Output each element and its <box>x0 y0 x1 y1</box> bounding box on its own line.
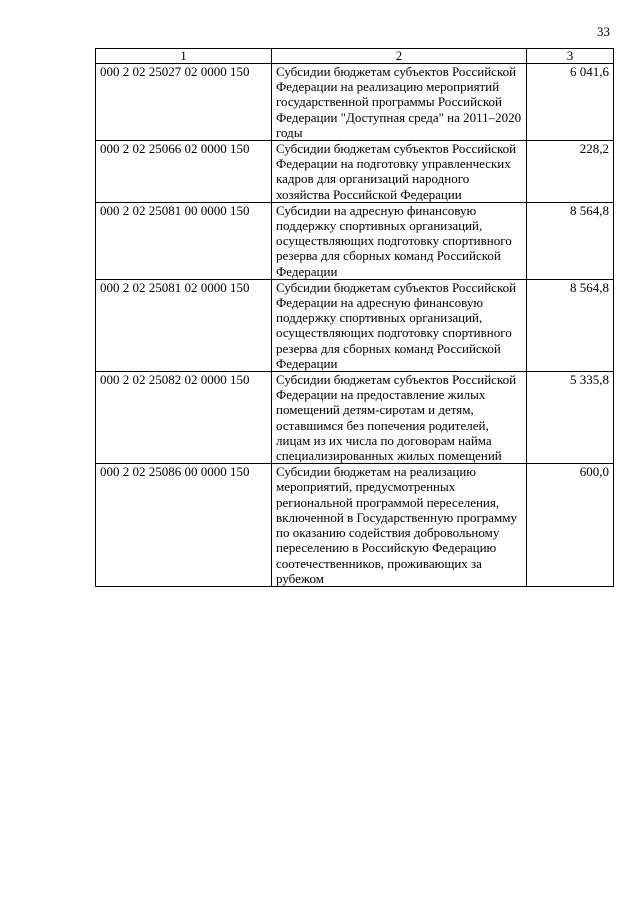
subsidy-name-cell: Субсидии бюджетам на реализацию мероприятий, предусмотренных региональной программой переселения, включенной в Государственную программу по оказанию содействия добровольному переселению в Российскую Федерацию соотечественников, проживающих за рубежом <box>272 464 527 587</box>
table-row <box>96 202 614 279</box>
amount-cell: 600,0 <box>527 464 614 587</box>
amount-cell: 5 335,8 <box>527 372 614 464</box>
amount-cell: 8 564,8 <box>527 202 614 279</box>
budget-code-cell: 000 2 02 25082 02 0000 150 <box>96 372 272 464</box>
header-col-2: 2 <box>272 49 527 64</box>
table-row <box>96 279 614 371</box>
header-col-3: 3 <box>527 49 614 64</box>
budget-table <box>95 48 614 587</box>
budget-code-cell: 000 2 02 25066 02 0000 150 <box>96 141 272 203</box>
subsidy-name-cell: Субсидии бюджетам субъектов Российской Федерации на предоставление жилых помещений детям-сиротам и детям, оставшимся без попечения родителей, лицам из их числа по договорам найма специализированных жилых помещений <box>272 372 527 464</box>
amount-cell: 6 041,6 <box>527 64 614 141</box>
budget-code-cell: 000 2 02 25086 00 0000 150 <box>96 464 272 587</box>
table-row <box>96 64 614 141</box>
subsidy-name-cell: Субсидии бюджетам субъектов Российской Федерации на адресную финансовую поддержку спортивных организаций, осуществляющих подготовку спортивного резерва для сборных команд Российской Федерации <box>272 279 527 371</box>
budget-code-cell: 000 2 02 25081 02 0000 150 <box>96 279 272 371</box>
table-header-row <box>96 49 614 64</box>
header-col-1: 1 <box>96 49 272 64</box>
table-row <box>96 372 614 464</box>
subsidy-name-cell: Субсидии бюджетам субъектов Российской Федерации на реализацию мероприятий государственной программы Российской Федерации "Доступная среда" на 2011–2020 годы <box>272 64 527 141</box>
page-number: 33 <box>597 24 610 39</box>
subsidy-name-cell: Субсидии бюджетам субъектов Российской Федерации на подготовку управленческих кадров для организаций народного хозяйства Российской Федерации <box>272 141 527 203</box>
table-row <box>96 464 614 587</box>
table-row <box>96 141 614 203</box>
budget-code-cell: 000 2 02 25081 00 0000 150 <box>96 202 272 279</box>
amount-cell: 8 564,8 <box>527 279 614 371</box>
subsidy-name-cell: Субсидии на адресную финансовую поддержку спортивных организаций, осуществляющих подготовку спортивного резерва для сборных команд Российской Федерации <box>272 202 527 279</box>
amount-cell: 228,2 <box>527 141 614 203</box>
budget-code-cell: 000 2 02 25027 02 0000 150 <box>96 64 272 141</box>
